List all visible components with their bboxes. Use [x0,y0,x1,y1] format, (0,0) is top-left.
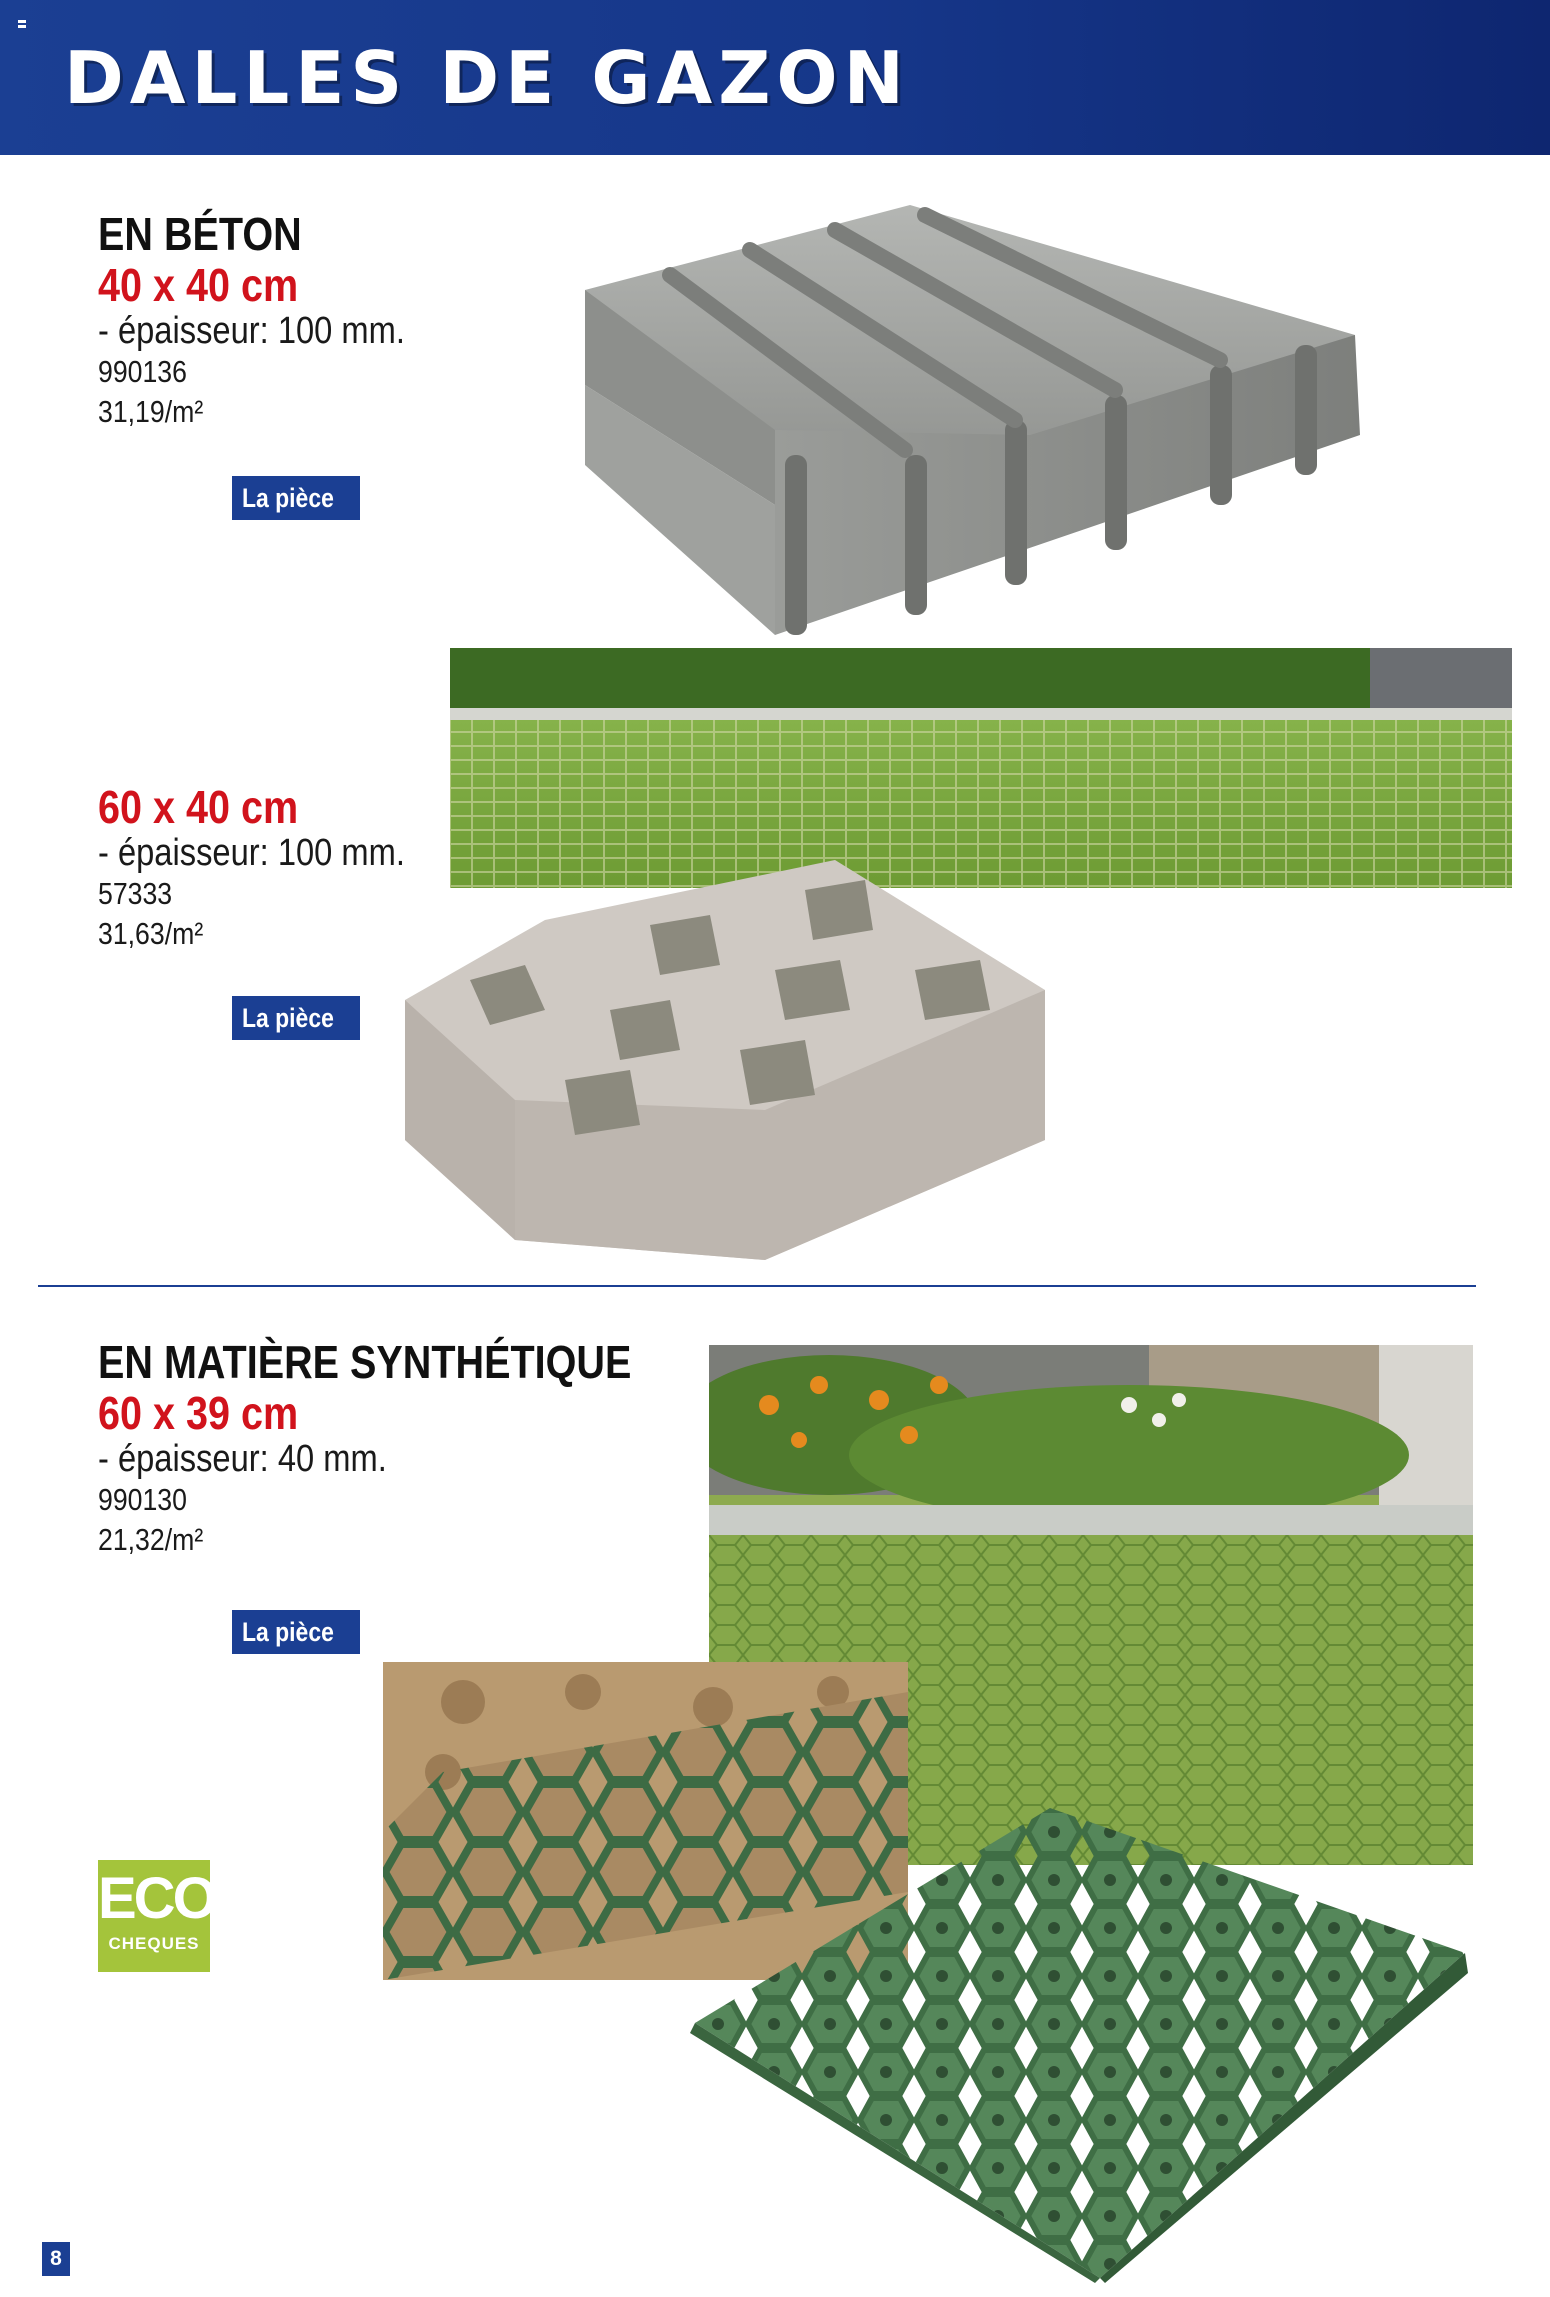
section-heading-synthetique: EN MATIÈRE SYNTHÉTIQUE [98,1336,632,1388]
product-ref: 57333 [98,876,173,911]
page-title: DALLES DE GAZON [64,36,910,120]
product-ref: 990130 [98,1482,187,1517]
product-synthetique [98,1336,718,1560]
product-thickness: - épaisseur: 40 mm. [98,1438,387,1480]
product-beton-40x40 [98,208,455,432]
eco-logo-text: ECO [98,1866,215,1931]
product-size: 60 x 39 cm [98,1387,299,1439]
product-thickness: - épaisseur: 100 mm. [98,310,405,352]
concrete-grass-lawn-photo [450,648,1512,888]
concrete-honeycomb-block-image [395,860,1055,1270]
page-number: 8 [42,2242,70,2276]
section-heading-beton: EN BÉTON [98,208,302,260]
menu-mark-icon [18,20,26,23]
product-price-m2: 21,32/m² [98,1522,204,1557]
product-size: 60 x 40 cm [98,781,299,833]
product-price-m2: 31,19/m² [98,394,204,429]
concrete-slab-image [575,205,1365,645]
plastic-grid-slab-image [690,1808,1470,2283]
product-thickness: - épaisseur: 100 mm. [98,832,405,874]
product-price-m2: 31,63/m² [98,916,204,951]
eco-cheques-logo [98,1860,215,1972]
page-header [0,0,1550,155]
product-ref: 990136 [98,354,187,389]
eco-logo-subtext: CHEQUES [108,1934,200,1953]
section-divider [38,1285,1476,1287]
unit-badge: La pièce [232,1610,360,1654]
unit-badge: La pièce [232,476,360,520]
product-size: 40 x 40 cm [98,259,299,311]
unit-badge: La pièce [232,996,360,1040]
